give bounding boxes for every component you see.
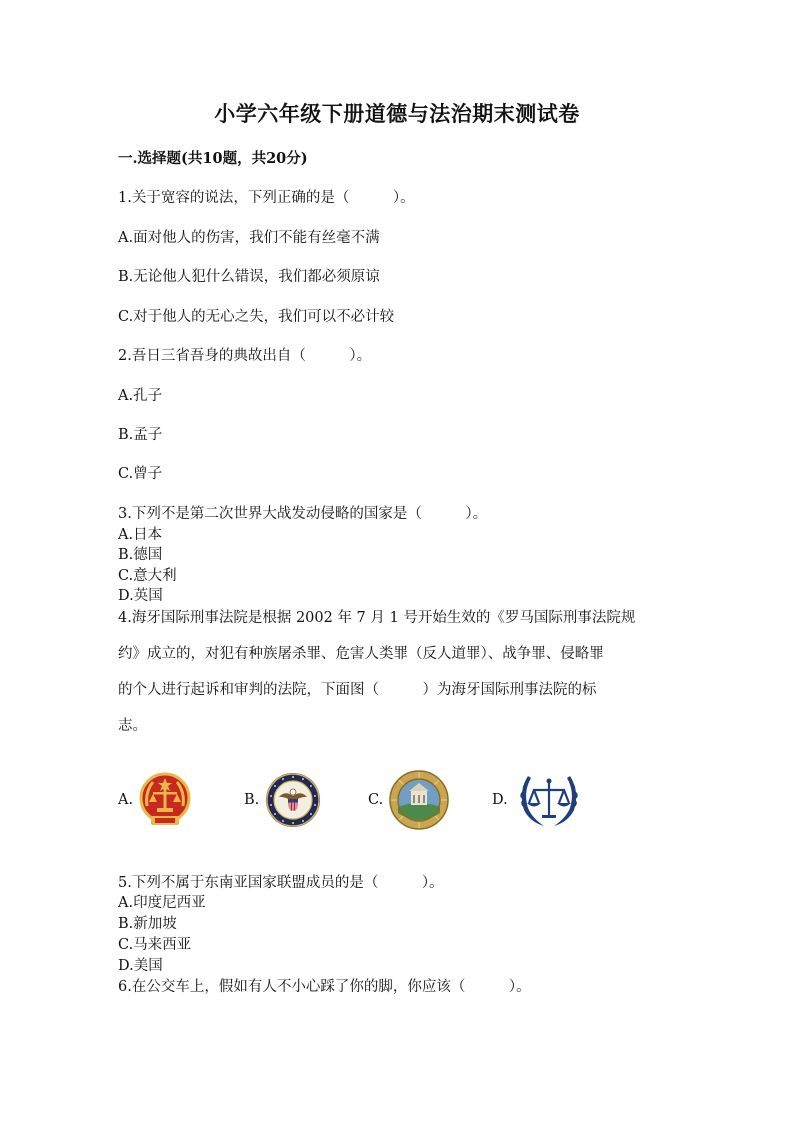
logo-option-a	[118, 768, 191, 832]
logo-option-a-label: A.	[118, 792, 134, 808]
logo-option-c-label: C.	[368, 792, 384, 808]
question-3-option-b: B.德国	[118, 547, 163, 563]
us-presidential-seal-icon	[265, 772, 321, 828]
question-2-option-b: B.孟子	[118, 427, 163, 443]
question-3-option-d: D.英国	[118, 588, 163, 604]
question-4-line-4: 志。	[118, 718, 147, 734]
question-6-stem: 6.在公交车上，假如有人不小心踩了你的脚，你应该（ ）。	[118, 979, 531, 995]
question-3-stem: 3.下列不是第二次世界大战发动侵略的国家是（ ）。	[118, 506, 488, 522]
question-1-option-a: A.面对他人的伤害，我们不能有丝毫不满	[118, 230, 380, 246]
question-4-logo-options	[118, 768, 638, 832]
question-5-option-a: A.印度尼西亚	[118, 895, 206, 911]
logo-option-c	[368, 768, 449, 832]
question-1-option-c: C.对于他人的无心之失，我们可以不必计较	[118, 309, 395, 325]
question-5-option-d: D.美国	[118, 958, 163, 974]
china-court-emblem-icon	[139, 772, 191, 828]
question-5-stem: 5.下列不属于东南亚国家联盟成员的是（ ）。	[118, 875, 444, 891]
question-4-line-1: 4.海牙国际刑事法院是根据 2002 年 7 月 1 号开始生效的《罗马国际刑事法院规	[118, 610, 636, 626]
question-4-line-2: 约》成立的，对犯有种族屠杀罪、危害人类罪（反人道罪）、战争罪、侵略罪	[118, 646, 604, 662]
question-3-option-c: C.意大利	[118, 568, 177, 584]
question-4-line-3: 的个人进行起诉和审判的法院，下面图（ ）为海牙国际刑事法院的标	[118, 682, 597, 698]
question-1-option-b: B.无论他人犯什么错误，我们都必须原谅	[118, 269, 380, 285]
question-5-option-b: B.新加坡	[118, 916, 177, 932]
question-2-stem: 2.吾日三省吾身的典故出自（ ）。	[118, 348, 372, 364]
question-5-option-c: C.马来西亚	[118, 937, 192, 953]
logo-option-b	[244, 768, 321, 832]
section-heading: 一.选择题(共10题，共20分)	[118, 150, 308, 167]
logo-option-b-label: B.	[244, 792, 260, 808]
question-1-stem: 1.关于宽容的说法，下列正确的是（ ）。	[118, 190, 415, 206]
logo-option-d	[492, 768, 584, 832]
question-3-option-a: A.日本	[118, 527, 163, 543]
question-2-option-a: A.孔子	[118, 388, 163, 404]
logo-option-d-label: D.	[492, 792, 508, 808]
page-title: 小学六年级下册道德与法治期末测试卷	[214, 101, 580, 126]
international-court-emblem-icon	[389, 769, 449, 831]
question-2-option-c: C.曾子	[118, 466, 163, 482]
un-scales-of-justice-icon	[514, 770, 584, 830]
